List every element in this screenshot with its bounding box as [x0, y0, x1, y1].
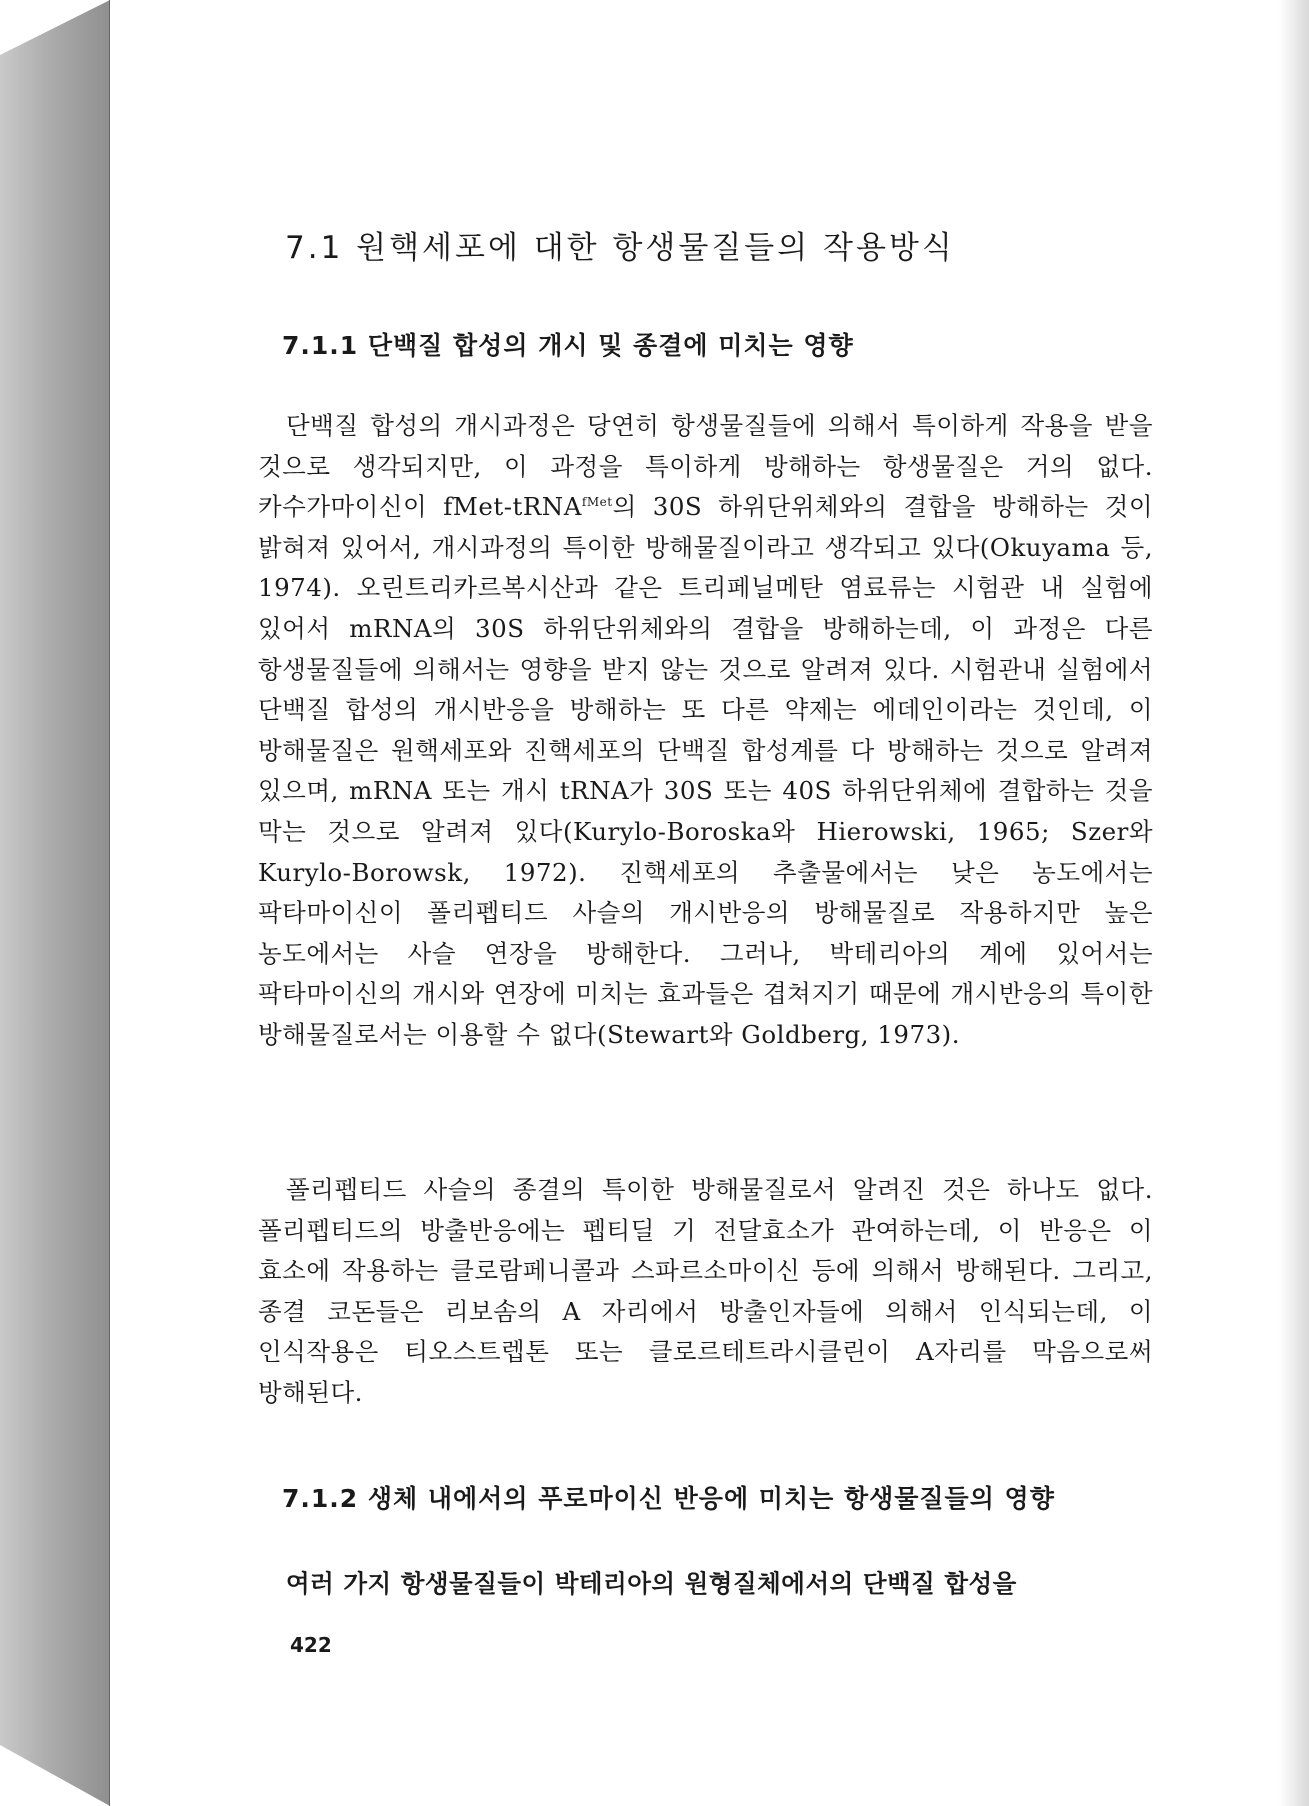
- section-heading-2: 7.1.2 생체 내에서의 푸로마이신 반응에 미치는 항생물질들의 영향: [282, 1484, 1055, 1513]
- paragraph-2-text: 폴리펩티드 사슬의 종결의 특이한 방해물질로서 알려진 것은 하나도 없다. 폴리펩티드의 방출반응에는 펩티딜 기 전달효소가 관여하는데, 이 반응은 이 효소에 작용하는 클로람페니콜과 스파르소마이신 등에 의해서 방해된다. 그리고, 종결 코돈들은 리보솜의 A 자리에서 방출인자들에 의해서 인식되는데, 이 인식작용은 티오스트렙톤 또는 클로르테트라시클린이 A자리를 막음으로써 방해된다.: [258, 1175, 1153, 1407]
- paragraph-1-text-a: 단백질 합성의 개시과정은 당연히 항생물질들에 의해서 특이하게 작용을 받을 것으로 생각되지만, 이 과정을 특이하게 방해하는 항생물질은 거의 없다. 카수가마이신이 fMet-tRNA: [258, 411, 1153, 522]
- paragraph-3-text: 여러 가지 항생물질들이 박테리아의 원형질체에서의 단백질 합성을: [286, 1569, 1017, 1598]
- paragraph-3: [258, 1564, 1153, 1605]
- paragraph-2: [258, 1170, 1153, 1414]
- superscript-fmet: fMet: [581, 495, 613, 510]
- book-spine: [0, 0, 110, 1806]
- page-number: 422: [290, 1633, 332, 1657]
- paragraph-1-text-b: 의 30S 하위단위체와의 결합을 방해하는 것이 밝혀져 있어서, 개시과정의 특이한 방해물질이라고 생각되고 있다(Okuyama 등, 1974). 오린트리카르복시산과 같은 트리페닐메탄 염료류는 시험관 내 실험에 있어서 mRNA의 30S 하위단위체와의 결합을 방해하는데, 이 과정은 다른 항생물질들에 의해서는 영향을 받지 않는 것으로 알려져 있다. 시험관내 실험에서 단백질 합성의 개시반응을 방해하는 또 다른 약제는 에데인이라는 것인데, 이 방해물질은 원핵세포와 진핵세포의 단백질 합성계를 다 방해하는 것으로 알려져 있으며, mRNA 또는 개시 tRNA가 30S 또는 40S 하위단위체에 결합하는 것을 막는 것으로 알려져 있다(Kurylo-Boroska와 Hierowski, 1965; Szer와 Kurylo-Borowsk, 1972). 진핵세포의 추출물에서는 낮은 농도에서는 팍타마이신이 폴리펩티드 사슬의 개시반응의 방해물질로 작용하지만 높은 농도에서는 사슬 연장을 방해한다. 그러나, 박테리아의 계에 있어서는 팍타마이신의 개시와 연장에 미치는 효과들은 겹쳐지기 때문에 개시반응의 특이한 방해물질로서는 이용할 수 없다(Stewart와 Goldberg, 1973).: [258, 492, 1153, 1049]
- page-edge: [1279, 0, 1309, 1806]
- paragraph-1: [258, 406, 1153, 1056]
- section-heading-1: 7.1.1 단백질 합성의 개시 및 종결에 미치는 영향: [282, 331, 854, 360]
- chapter-heading: 7.1 원핵세포에 대한 항생물질들의 작용방식: [285, 230, 955, 266]
